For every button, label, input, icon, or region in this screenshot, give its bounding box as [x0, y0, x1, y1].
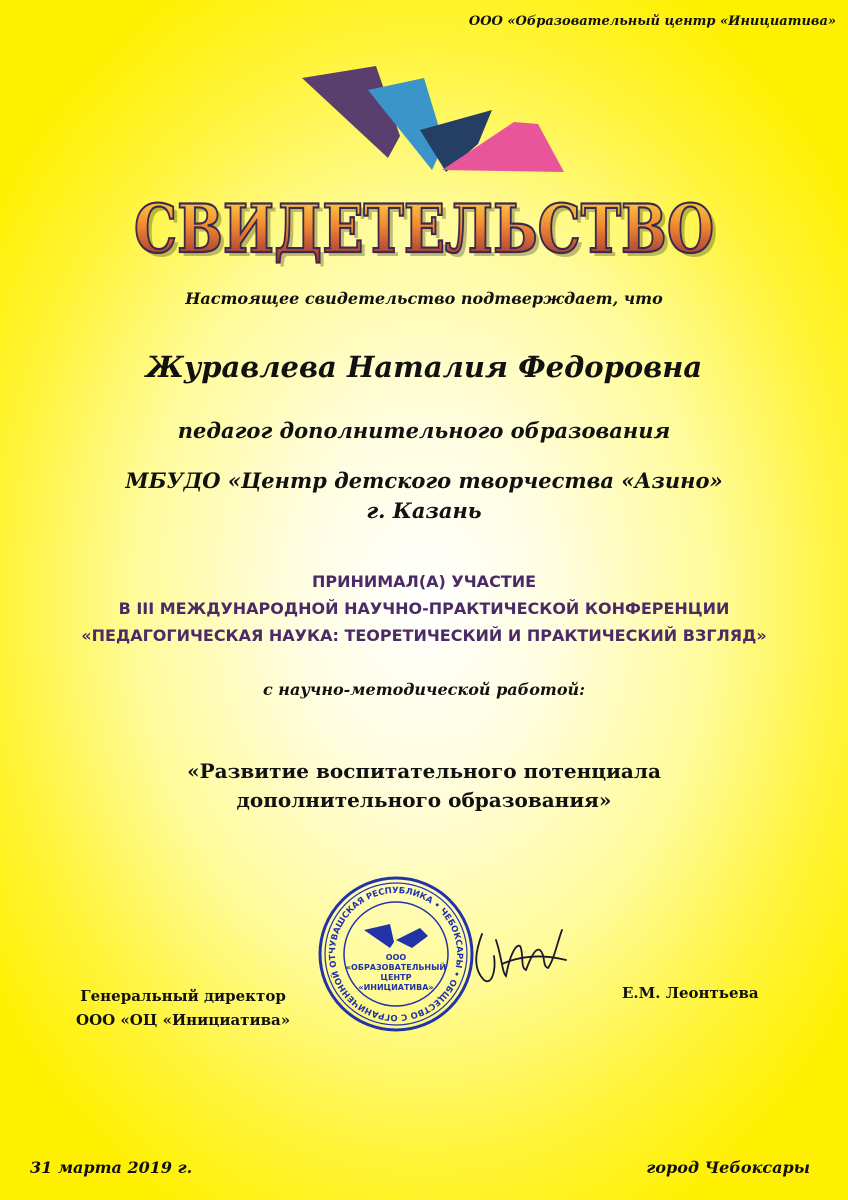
recipient-name: Журавлева Наталия Федоровна [145, 350, 703, 384]
official-stamp [316, 874, 476, 1038]
director-role [76, 984, 290, 1032]
issue-date: 31 марта 2019 г. [30, 1158, 193, 1177]
stamp-book-icon [364, 924, 394, 948]
organization-header: ООО «Образовательный центр «Инициатива» [468, 14, 836, 29]
book-logo-icon [296, 60, 566, 189]
certificate-title-text: СВИДЕТЕЛЬСТВО [134, 190, 714, 268]
work-title [0, 757, 848, 815]
stamp-book-icon [396, 928, 428, 948]
work-title-line: дополнительного образования» [236, 788, 612, 812]
director-title: Генеральный директор [80, 987, 286, 1005]
stamp-line: ООО [385, 953, 407, 962]
certificate-intro: Настоящее свидетельство подтверждает, что [185, 289, 663, 308]
work-intro: с научно-методической работой: [262, 680, 586, 699]
logo-page-purple [302, 66, 400, 158]
recipient-organization [0, 466, 848, 526]
stamp-line: «ИНИЦИАТИВА» [358, 983, 434, 992]
conference-name: В III МЕЖДУНАРОДНОЙ НАУЧНО-ПРАКТИЧЕСКОЙ КОНФЕРЕНЦИИ [118, 599, 730, 618]
conference-theme: «ПЕДАГОГИЧЕСКАЯ НАУКА: ТЕОРЕТИЧЕСКИЙ И ПРАКТИЧЕСКИЙ ВЗГЛЯД» [81, 626, 767, 645]
work-title-line: «Развитие воспитательного потенциала [187, 759, 661, 783]
certificate-title-shadow: СВИДЕТЕЛЬСТВО [138, 194, 718, 272]
organization-name: МБУДО «Центр детского творчества «Азино» [125, 468, 723, 493]
stamp-line: ЦЕНТР [380, 973, 412, 982]
certificate-title [0, 186, 848, 276]
director-signature [462, 910, 572, 994]
recipient-position: педагог дополнительного образования [177, 418, 671, 443]
organization-city: г. Казань [366, 498, 482, 523]
participation-line: ПРИНИМАЛ(А) УЧАСТИЕ [311, 572, 537, 591]
svg-text:ЧУВАШСКАЯ РЕСПУБЛИКА • ЧЕБОКСА [316, 874, 464, 1022]
stamp-line: «ОБРАЗОВАТЕЛЬНЫЙ [345, 963, 447, 972]
participation-statement [0, 568, 848, 649]
issue-city: город Чебоксары [646, 1158, 810, 1177]
director-name: Е.М. Леонтьева [622, 984, 759, 1002]
director-company: ООО «ОЦ «Инициатива» [76, 1011, 291, 1029]
stamp-ring-text: ЧУВАШСКАЯ РЕСПУБЛИКА • ЧЕБОКСАРЫ • ОБЩЕСТВО С ОГРАНИЧЕННОЙ ОТ [327, 885, 465, 1023]
